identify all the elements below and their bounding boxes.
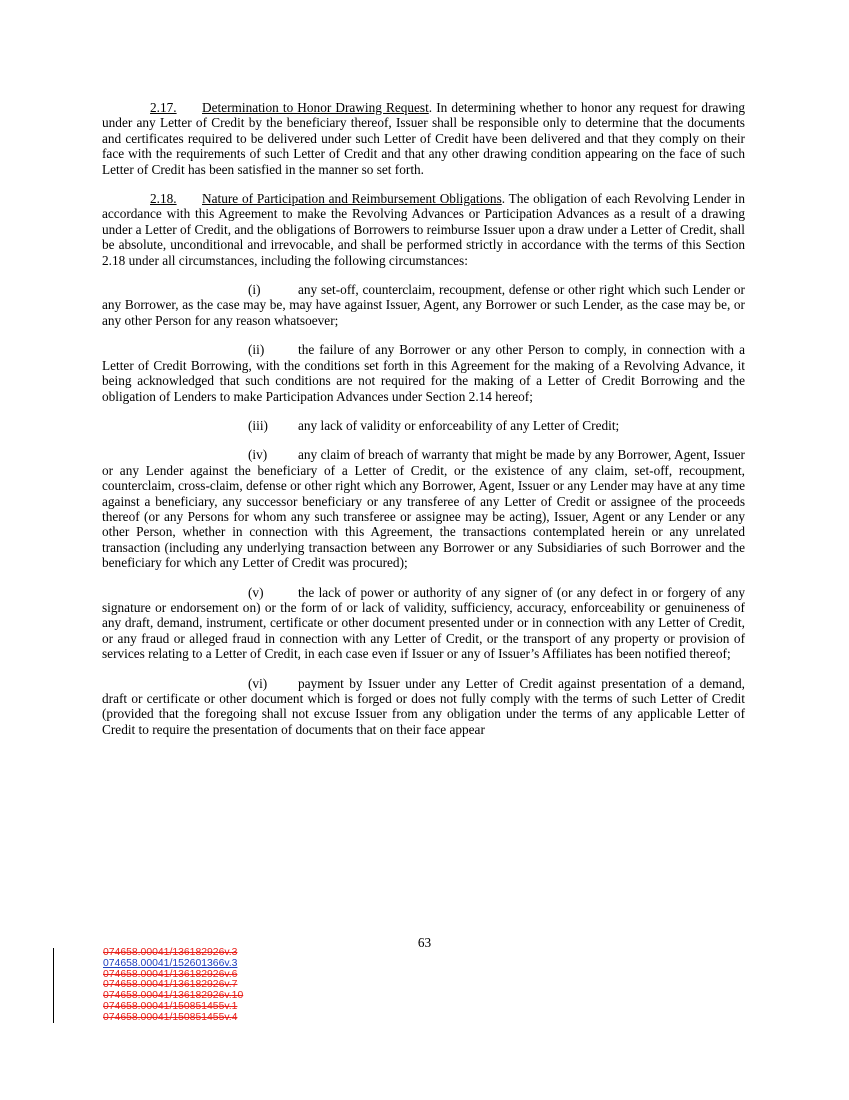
section-number: 2.18.: [150, 191, 177, 207]
doc-id-deleted: 074658.00041/136182926v.7: [103, 979, 238, 991]
doc-id-deleted: 074658.00041/136182926v.10: [103, 990, 244, 1002]
section-2-17: [102, 100, 745, 177]
clause-iii: [102, 418, 745, 433]
clause-text: payment by Issuer under any Letter of Credit against presentation of a demand, draft or certificate or other document which is forged or does not fully comply with the terms of such Letter of Credit (provided that the foregoing shall not excuse Issuer from any obligation under the terms of any applicable Letter of Credit to require the presentation of documents that on their face appear: [102, 675, 745, 737]
clause-text: any lack of validity or enforceability of any Letter of Credit;: [298, 417, 620, 433]
clause-ii: [102, 342, 745, 404]
clause-number: (vi): [248, 675, 268, 691]
page-number: 63: [417, 935, 432, 950]
clause-text: the failure of any Borrower or any other Person to comply, in connection with a Letter of Credit Borrowing, with the conditions set forth in this Agreement for the making of a Revolving Advance, it being acknowledged that such conditions are not required for the making of a Letter of Credit Borrowing and the obligation of Lenders to make Participation Advances under Section 2.14 hereof;: [102, 342, 745, 404]
section-number: 2.17.: [150, 100, 177, 115]
clause-text: the lack of power or authority of any signer of (or any defect in or forgery of any signature or endorsement on) or the form of or lack of validity, sufficiency, accuracy, enforceability or genuineness of any draft, demand, instrument, certificate or other document presented under or in connection with any Letter of Credit, or any fraud or alleged fraud in connection with any Letter of Credit, or the transport of any property or provision of services relating to a Letter of Credit, in each case even if Issuer or any of Issuer’s Affiliates has been notified thereof;: [102, 584, 745, 662]
page-body: [102, 100, 745, 751]
clause-number: (iv): [248, 447, 268, 463]
clause-number: (iii): [248, 417, 268, 433]
doc-id-deleted: 074658.00041/150851455v.1: [103, 1000, 238, 1012]
clause-vi: [102, 676, 745, 738]
clause-text: any set-off, counterclaim, recoupment, defense or other right which such Lender or any Borrower, as the case may be, may have against Issuer, Agent, any Borrower or such Lender, as the case may be, or any other Person for any reason whatsoever;: [102, 282, 745, 328]
clause-number: (i): [248, 282, 261, 298]
section-2-18: [102, 191, 745, 268]
doc-id-deleted: 074658.00041/150851455v.4: [103, 1011, 238, 1023]
section-title: Nature of Participation and Reimbursement Obligations: [202, 191, 502, 207]
clause-iv: [102, 447, 745, 570]
document-id-stack: [53, 948, 243, 1023]
clause-i: [102, 282, 745, 328]
doc-id-deleted: 074658.00041/136182926v.3: [103, 947, 238, 958]
section-text: . In determining whether to honor any request for drawing under any Letter of Credit by the beneficiary thereof, Issuer shall be responsible only to determine that the documents and certificates required to be delivered under such Letter of Credit have been delivered and that they comply on their face with the requirements of such Letter of Credit and that any other drawing condition appearing on the face of such Letter of Credit has been satisfied in the manner so set forth.: [102, 100, 746, 177]
clause-number: (v): [248, 584, 264, 600]
doc-id-current: 074658.00041/152601366v.3: [103, 957, 238, 969]
section-title: Determination to Honor Drawing Request: [202, 100, 429, 115]
section-text: . The obligation of each Revolving Lender in accordance with this Agreement to make the Revolving Advances or Participation Advances as a result of a drawing under a Letter of Credit, and the obligations of Borrowers to reimburse Issuer upon a draw under a Letter of Credit, shall be absolute, unconditional and irrevocable, and shall be performed strictly in accordance with the terms of this Section 2.18 under all circumstances, including the following circumstances:: [102, 191, 745, 268]
clause-text: any claim of breach of warranty that might be made by any Borrower, Agent, Issuer or any Lender against the beneficiary of a Letter of Credit, or the existence of any claim, set-off, recoupment, counterclaim, cross-claim, defense or other right which any Borrower, Agent, Issuer or any Lender may have at any time against a beneficiary, any successor beneficiary or any transferee of any Letter of Credit or assignee of the proceeds thereof (or any Persons for whom any such transferee or assignee may be acting), Issuer, Agent or any Lender or any other Person, whether in connection with this Agreement, the transactions contemplated herein or any unrelated transaction (including any underlying transaction between any Borrower or any Subsidiaries of such Borrower and the beneficiary for which any Letter of Credit was procured);: [102, 447, 745, 571]
clause-number: (ii): [248, 342, 265, 358]
doc-id-deleted: 074658.00041/136182926v.6: [103, 968, 238, 980]
clause-v: [102, 585, 745, 662]
